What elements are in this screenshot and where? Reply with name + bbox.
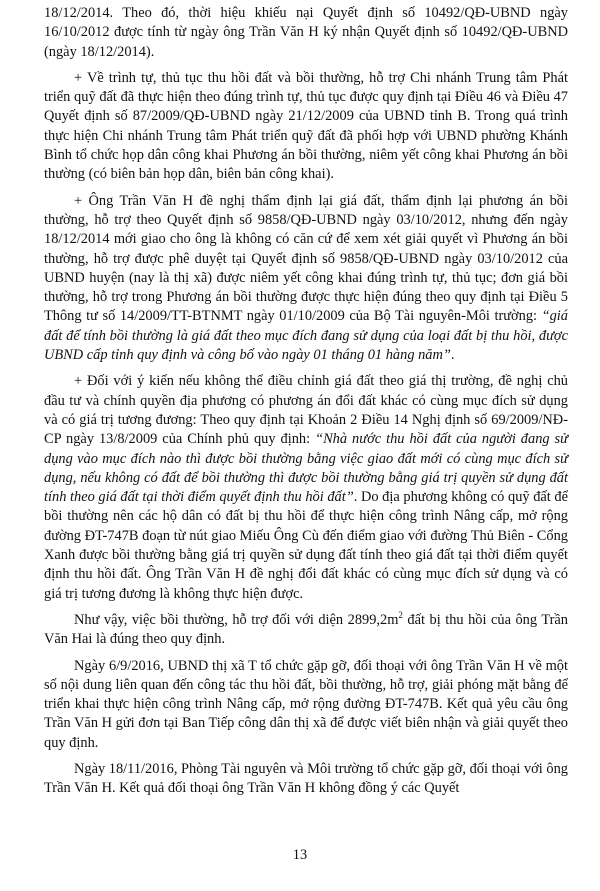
paragraph-land-exchange: [44, 372, 568, 604]
paragraph-conclusion: [44, 611, 568, 650]
quote-land-price-rule: “giá đất để tính bồi thường là giá đất theo mục đích đang sử dụng của loại đất bị thu hồi, được UBND cấp tỉnh quy định và công bố vào ngày 01 tháng 01 hàng năm”: [44, 308, 568, 364]
text-span: đất bị thu hồi của ông Trần Văn Hai là đúng theo quy định.: [44, 611, 568, 648]
text-span: + Đối với ý kiến nếu không thể điều chỉnh giá đất theo giá thị trường, đề nghị chủ đầu tư và chính quyền địa phương có phương án đổi đất khác có cùng mục đích sử dụng và có giá trị tương đương: Theo quy định tại Khoản 2 Điều 14 Nghị định số 69/2009/NĐ-CP ngày 13/8/2009 của Chính phủ quy định:: [44, 373, 568, 448]
paragraph-land-price-review: [44, 192, 568, 366]
quote-decree-69: “Nhà nước thu hồi đất của người đang sử dụng vào mục đích nào thì được bồi thường bằng việc giao đất mới có cùng mục đích sử dụng, nếu không có đất để bồi thường thì được bồi thường bằng giá trị quyền sử dụng đất tính theo giá đất tại thời điểm quyết định thu hồi đất”: [44, 431, 569, 506]
text-span: .: [450, 347, 455, 364]
text-span: + Ông Trần Văn H đề nghị thẩm định lại giá đất, thẩm định lại phương án bồi thường, hỗ trợ theo Quyết định số 9858/QĐ-UBND ngày 03/10/2012, nhưng đến ngày 18/12/2014 mới giao cho ông là không có căn cứ để xem xét giải quyết vì Phương án bồi thường, hỗ trợ được phê duyệt tại Quyết định số 9858/QĐ-UBND ngày 03/10/2012 của UBND huyện (nay là thị xã) được niêm yết công khai đúng trình tự, thủ tục; đơn giá bồi thường, hỗ trợ trong Phương án bồi thường được thực hiện đúng theo quy định tại Điều 5 Thông tư số 14/2009/TT-BTNMT ngày 01/10/2009 của Bộ Tài nguyên-Môi trường:: [44, 192, 568, 325]
superscript-2: 2: [398, 610, 403, 621]
paragraph-dialogue-2016-11: Ngày 18/11/2016, Phòng Tài nguyên và Môi trường tổ chức gặp gỡ, đối thoại với ông Trần Văn H. Kết quả đối thoại ông Trần Văn H không đồng ý các Quyết: [44, 760, 568, 797]
paragraph-dialogue-2016-09: Ngày 6/9/2016, UBND thị xã T tổ chức gặp gỡ, đối thoại với ông Trần Văn H về một số nội dung liên quan đến công tác thu hồi đất, bồi thường, hỗ trợ, giải phóng mặt bằng để triển khai thực hiện công trình Nâng cấp, mở rộng đường ĐT-747B. Kết quả yêu cầu ông Trần Văn H gửi đơn tại Ban Tiếp công dân thị xã để được viết biên nhận và giải quyết theo quy định.: [44, 657, 568, 751]
text-span: . Do địa phương không có quỹ đất để bồi thường nên các hộ dân có đất bị thu hồi để thực hiện công trình Nâng cấp, mở rộng đường ĐT-747B đoạn từ nút giao Miếu Ông Cù đến điểm giao với đường Thủ Biên - Cổng Xanh được bồi thường bằng giá trị quyền sử dụng đất tính theo giá đất tại thời điểm quyết định thu hồi đất. Ông Trần Văn H đề nghị đổi đất khác có cùng mục đích sử dụng và có giá trị tương đương là không thực hiện được.: [44, 489, 568, 602]
paragraph-procedure: + Về trình tự, thủ tục thu hồi đất và bồi thường, hỗ trợ Chi nhánh Trung tâm Phát triển quỹ đất đã thực hiện theo đúng trình tự, thủ tục được quy định tại Điều 46 và Điều 47 Quyết định số 87/2009/QĐ-UBND ngày 21/12/2009 của UBND tỉnh B. Trong quá trình thực hiện Chi nhánh Trung tâm Phát triển quỹ đất đã phối hợp với UBND phường Khánh Bình tổ chức họp dân công khai Phương án bồi thường, niêm yết công khai Phương án bồi thường (có biên bản họp dân, biên bản công khai).: [44, 69, 568, 183]
document-page: [44, 4, 568, 806]
page-number: 13: [292, 847, 308, 863]
paragraph-complaint-deadline: 18/12/2014. Theo đó, thời hiệu khiếu nại Quyết định số 10492/QĐ-UBND ngày 16/10/2012 được tính từ ngày ông Trần Văn H ký nhận Quyết định số 10492/QĐ-UBND (ngày 18/12/2014).: [44, 5, 568, 60]
text-span: Như vậy, việc bồi thường, hỗ trợ đối với diện 2899,2m: [74, 611, 399, 628]
